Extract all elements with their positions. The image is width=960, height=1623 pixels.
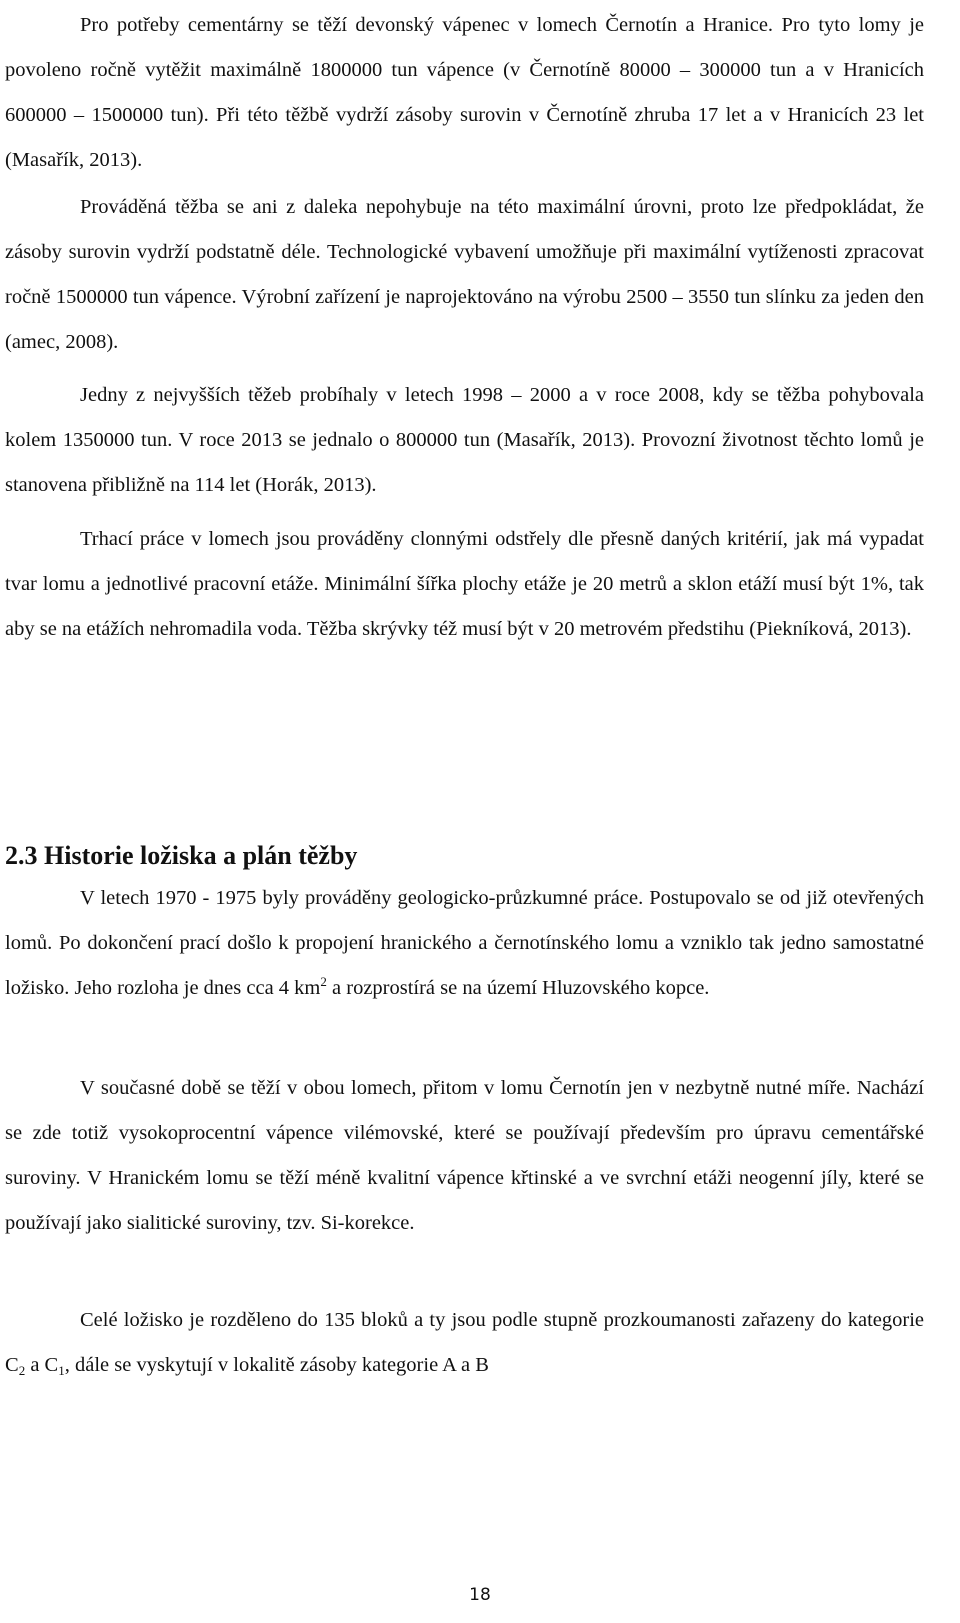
paragraph-limestone-mining: Pro potřeby cementárny se těží devonský vápenec v lomech Černotín a Hranice. Pro tyto lomy je povoleno ročně vytěžit maximálně 1800000 tun vápence (v Černotíně 80000 – 300000 tun a v Hranicích 600000 – 1500000 tun). Při této těžbě vydrží zásoby surovin v Černotíně zhruba 17 let a v Hranicích 23 let (Masařík, 2013). [5,14,924,171]
paragraph-deposit-history [5,876,924,1011]
paragraph-text: a C [25,1354,59,1376]
paragraph-text: , dále se vyskytují v lokalitě zásoby kategorie A a B [64,1354,489,1376]
page-number: 18 [469,1585,491,1605]
subscript: 1 [58,1363,65,1378]
paragraph-mining-level: Prováděná těžba se ani z daleka nepohybuje na této maximální úrovni, proto lze předpokládat, že zásoby surovin vydrží podstatně déle. Technologické vybavení umožňuje při maximální vytíženosti zpracovat ročně 1500000 tun vápence. Výrobní zařízení je naprojektováno na výrobu 2500 – 3550 tun slínku za jeden den (amec, 2008). [5,196,924,353]
section-heading: 2.3 Historie ložiska a plán těžby [5,841,358,870]
paragraph-text: Celé ložisko je rozděleno do 135 bloků a ty jsou podle stupně prozkoumanosti zařazeny do kategorie C [5,1309,924,1376]
paragraph-deposit-blocks [5,1298,924,1388]
paragraph-mining-history: Jedny z nejvyšších těžeb probíhaly v letech 1998 – 2000 a v roce 2008, kdy se těžba pohybovala kolem 1350000 tun. V roce 2013 se jednalo o 800000 tun (Masařík, 2013). Provozní životnost těchto lomů je stanovena přibližně na 114 let (Horák, 2013). [5,384,924,496]
paragraph-text: a rozprostírá se na území Hluzovského kopce. [326,977,710,999]
subscript: 2 [18,1363,26,1378]
paragraph-current-mining: V současné době se těží v obou lomech, přitom v lomu Černotín jen v nezbytně nutné míře. Nachází se zde totiž vysokoprocentní vápence vilémovské, které se používají především pro úpravu cementářské suroviny. V Hranickém lomu se těží méně kvalitní vápence křtinské a ve svrchní etáži neogenní jíly, které se používají jako sialitické suroviny, tzv. Si-korekce. [5,1077,924,1234]
paragraph-text: V letech 1970 - 1975 byly prováděny geologicko-průzkumné práce. Postupovalo se od již otevřených lomů. Po dokončení prací došlo k propojení hranického a černotínského lomu a vzniklo tak jedno samostatné ložisko. Jeho rozloha je dnes cca 4 km [5,887,924,999]
superscript: 2 [320,974,327,989]
paragraph-blasting: Trhací práce v lomech jsou prováděny clonnými odstřely dle přesně daných kritérií, jak má vypadat tvar lomu a jednotlivé pracovní etáže. Minimální šířka plochy etáže je 20 metrů a sklon etáží musí být 1%, tak aby se na etážích nehromadila voda. Těžba skrývky též musí být v 20 metrovém předstihu (Piekníková, 2013). [5,528,924,640]
